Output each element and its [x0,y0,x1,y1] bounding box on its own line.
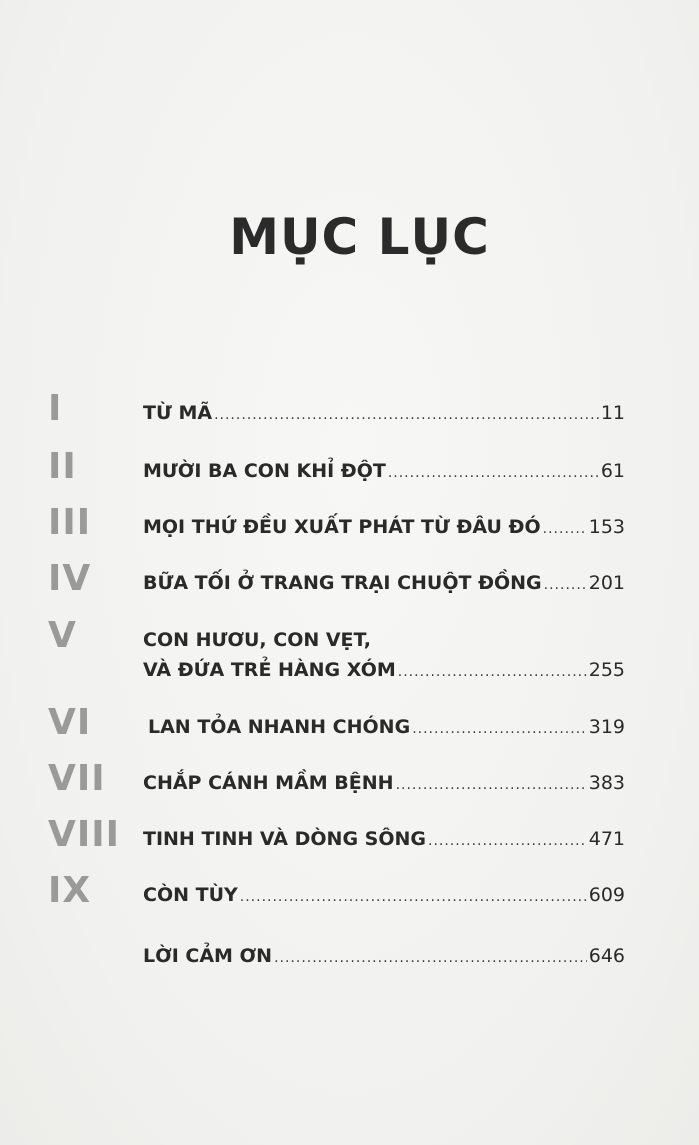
chapter-title-line1: CON HƯƠU, CON VẸT, [143,629,372,651]
leader-dots [214,407,599,423]
page-title: MỤC LỤC [229,208,490,266]
toc-line[interactable] [143,516,625,538]
leader-dots [388,465,599,481]
page-number: 153 [588,516,625,538]
chapter-title: BỮA TỐI Ở TRANG TRẠI CHUỘT ĐỒNG [143,572,542,594]
chapter-numeral: IX [48,870,92,911]
chapter-title: MỌI THỨ ĐỀU XUẤT PHÁT TỪ ĐÂU ĐÓ [143,516,541,538]
page-number: 471 [588,828,625,850]
toc-line-first[interactable] [143,629,625,651]
page-number: 61 [600,460,625,482]
leader-dots [396,777,587,793]
chapter-title: LỜI CẢM ƠN [143,945,273,967]
chapter-numeral: II [48,446,77,487]
leader-dots [398,664,587,680]
chapter-title: CHẮP CÁNH MẦM BỆNH [143,772,394,794]
chapter-numeral: IV [48,558,92,599]
chapter-title: MƯỜI BA CON KHỈ ĐỘT [143,460,386,482]
leader-dots [544,577,587,593]
toc-line[interactable] [148,716,625,738]
toc-line[interactable] [143,945,625,967]
chapter-title: VÀ ĐỨA TRẺ HÀNG XÓM [143,659,396,681]
chapter-title: LAN TỎA NHANH CHÓNG [148,716,411,738]
toc-line[interactable] [143,659,625,681]
chapter-numeral: III [48,502,92,543]
chapter-numeral: VIII [48,814,121,855]
toc-line[interactable] [143,402,625,424]
page-number: 383 [588,772,625,794]
toc-line[interactable] [143,572,625,594]
toc-line[interactable] [143,460,625,482]
page-number: 609 [588,884,625,906]
chapter-numeral: VII [48,758,106,799]
page-number: 255 [588,659,625,681]
chapter-numeral: V [48,615,77,656]
chapter-title: TINH TINH VÀ DÒNG SÔNG [143,828,426,850]
page-number: 319 [588,716,625,738]
chapter-title: TỪ MÃ [143,402,213,424]
leader-dots [412,721,587,737]
toc-line[interactable] [143,772,625,794]
page-number: 646 [588,945,625,967]
chapter-title: CÒN TÙY [143,884,238,906]
chapter-numeral: VI [48,702,92,743]
toc-line[interactable] [143,884,625,906]
leader-dots [428,833,587,849]
toc-line[interactable] [143,828,625,850]
page-number: 11 [600,402,625,424]
leader-dots [543,521,587,537]
leader-dots [274,950,587,966]
chapter-numeral: I [48,388,63,429]
page-number: 201 [588,572,625,594]
leader-dots [240,889,587,905]
